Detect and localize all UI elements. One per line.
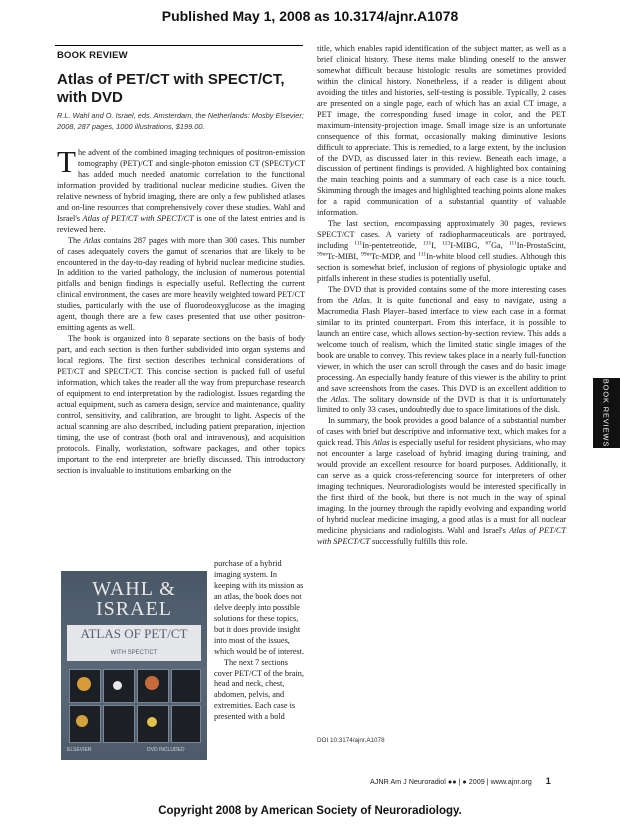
cover-scan-4 (171, 669, 201, 703)
cover-scan-1-uptake (77, 677, 91, 691)
paragraph-dvd: The DVD that is provided contains some of the more interesting cases from the Atlas. It is quite functional and easy to navigate, using a Macromedia Flash Player–based interface to view each case in a format similar to its printed counterpart. From this interface, it is possible to launch an entire case, which allows section-by-section review. This adds a welcome touch of realism, which the limited static single images of the book are unable to convey. This review takes place in a nearly full-function viewer, in which the user can scroll through the cases and do basic image processing. An especially handy feature of this viewer is the ability to print and save screenshots from the cases. This DVD is an excellent addition to the Atlas. The solitary downside of the DVD is that it is unfortunately limited to only 33 cases, undoubtedly due to space limitations of the disk. (317, 284, 566, 415)
page-number: 1 (545, 776, 551, 786)
paragraph-sections: The next 7 sections cover PET/CT of the brain, head and neck, chest, abdomen, pelvis, and extremities. Each case is presented with a bold (214, 657, 304, 722)
paragraph-intro: The advent of the combined imaging techniques of positron-emission tomography (PET)/CT and single-photon emission CT (SPECT)/CT has added much needed anatomic correlation to the functional information provided by traditional nuclear medicine studies. Given the relative newness of hybrid imaging, there are only a few published atlases and on-line resources that comprehensively cover these studies. Wahl and Israel's Atlas of PET/CT with SPECT/CT is one of the latest entries and is reviewed here. (57, 144, 305, 234)
cover-title: ATLAS OF PET/CT (80, 626, 188, 641)
side-tab (593, 378, 620, 448)
cover-scan-3-uptake (145, 676, 159, 690)
cover-scan-7-uptake (147, 717, 157, 727)
section-label: BOOK REVIEW (57, 50, 128, 61)
cover-publisher: ELSEVIER (67, 747, 92, 753)
cover-scan-8 (171, 705, 201, 743)
cover-dvd-badge: DVD INCLUDED (147, 747, 185, 753)
cover-scan-2-uptake (113, 681, 122, 690)
paragraph-organization: The book is organized into 8 separate sections on the basis of body part, and each section is then further subdivided into organ systems and local regions. The first section describes technical considerations of PET/CT and SPECT/CT. This concise section is packed full of useful information, which takes the reader all the way from prepurchase research of equipment to end interpretation by the radiologist. Issues regarding the actual equipment, such as camera design, service and maintenance, quality control, sensitivity, and calibration, are brought to light. Aspects of the actual scanning are also described, including patient preparation, injection timing, the use of contrast (both oral and intravenous), and acquisition protocols. Finally, workstation, software packages, and other topics important to the end interpreter are briefly discussed. This introductory section is invaluable to institutions embarking on the (57, 334, 305, 475)
paragraph-organization-continued: purchase of a hybrid imaging system. In keeping with its mission as an atlas, the book does not delve deeply into possible solutions for these topics, but it does provide insight into most of the issues, which would be of interest. (214, 559, 305, 656)
section-rule (55, 45, 303, 46)
doi: DOI 10.3174/ajnr.A1078 (317, 737, 385, 744)
cover-scan-5-uptake (76, 715, 88, 727)
paragraph-case-format: title, which enables rapid identification of the subject matter, as well as a brief clinical history. These items make blinding oneself to the answer somewhat difficult because histologic results are sometimes provided within the clinical history. Nonetheless, if a reader is diligent about avoiding the titles and histories, self-testing is possible. Typically, 2 cases are presented on a single page, each of which has an axial CT image, a PET image, the corresponding fused image in color, and the PET maximum-intensity-projection image. Small image size is an unfortunate consequence of this format, occasionally making diminutive lesions difficult to appreciate. This is remedied, to a large extent, by the inclusion of the DVD, as discussed later in this review. Beneath each image, a discussion of pertinent findings is provided. A highlighted box containing the main teaching points and a summary of each case is a nice touch. Skimming through the images and highlighted teaching points alone makes for a rapid communication of a substantial quantity of valuable information. (317, 44, 566, 218)
paragraph-spect: The last section, encompassing approximately 30 pages, reviews SPECT/CT cases. A variety of radiopharmaceuticals are portrayed, including $^{111}$In-pentetreotide, $^{131}$I, $^{123}$I-MIBG, $^{67}$Ga, $^{111}$In-ProstaScint, $^{99m}$Tc-MIBI, $^{99m}$Tc-MDP, and $^{111}$In-white blood cell studies. Although this section is somewhat brief, inclusion of regions of physiologic uptake and pitfalls inherent in these studies is potentially useful. (317, 219, 566, 284)
page-footer (370, 776, 570, 786)
byline: R.L. Wahl and O. Israel, eds. Amsterdam, the Netherlands: Mosby Elsevier; 2008, 287 pages, 1000 illustrations, $199.00. (57, 111, 304, 131)
publication-header: Published May 1, 2008 as 10.3174/ajnr.A1078 (161, 8, 459, 24)
copyright-line: Copyright 2008 by American Society of Neuroradiology. (158, 805, 462, 817)
column-left-wrap (214, 559, 305, 723)
footer-journal: AJNR Am J Neuroradiol ●● | ● 2009 | www.ajnr.org (370, 777, 532, 786)
side-tab-label: BOOK REVIEWS (601, 378, 611, 448)
column-right (317, 44, 566, 548)
article-title: Atlas of PET/CT with SPECT/CT, with DVD (57, 71, 285, 106)
column-left (57, 144, 306, 477)
paragraph-contents: The Atlas contains 287 pages with more than 300 cases. This number of cases adequately covers the gamut of scenarios that are likely to be encountered in the day-to-day reading of hybrid nuclear medicine studies. In addition to the varied pathology, the inclusion of numerous potential pitfalls and benign findings is especially useful. Reflecting the current clinical environment, the cases are more heavily weighted toward PET/CT studies, particularly with the use of fluorodeoxyglucose as the imaging agent, though there are a few cases presented that use other positron-emitting agents as well. (57, 235, 306, 333)
paragraph-summary: In summary, the book provides a good balance of a substantial number of cases with brief but descriptive and informative text, which makes for a quick read. This Atlas is especially useful for resident physicians, who may not encounter a large caseload of hybrid imaging during training, and would provide an excellent resource for board purposes. Additionally, it can serve as a quick cross-referencing source for interpreters of other imaging techniques. Neuroradiologists would be interested specifically in the first third of the book, but there is not much in the way of spinal imaging. In the journey through the rapidly evolving and expanding world of hybrid nuclear medicine imaging, a good atlas is a must for all nuclear medicine physicians and radiologists. Wahl and Israel's Atlas of PET/CT with SPECT/CT successfully fulfills this role. (317, 416, 567, 546)
drop-cap: T (57, 144, 76, 179)
cover-subtitle: WITH SPECT/CT (110, 650, 158, 656)
cover-scan-6 (103, 705, 135, 743)
cover-authors: WAHL & ISRAEL (92, 578, 176, 620)
book-cover-image (61, 571, 207, 760)
